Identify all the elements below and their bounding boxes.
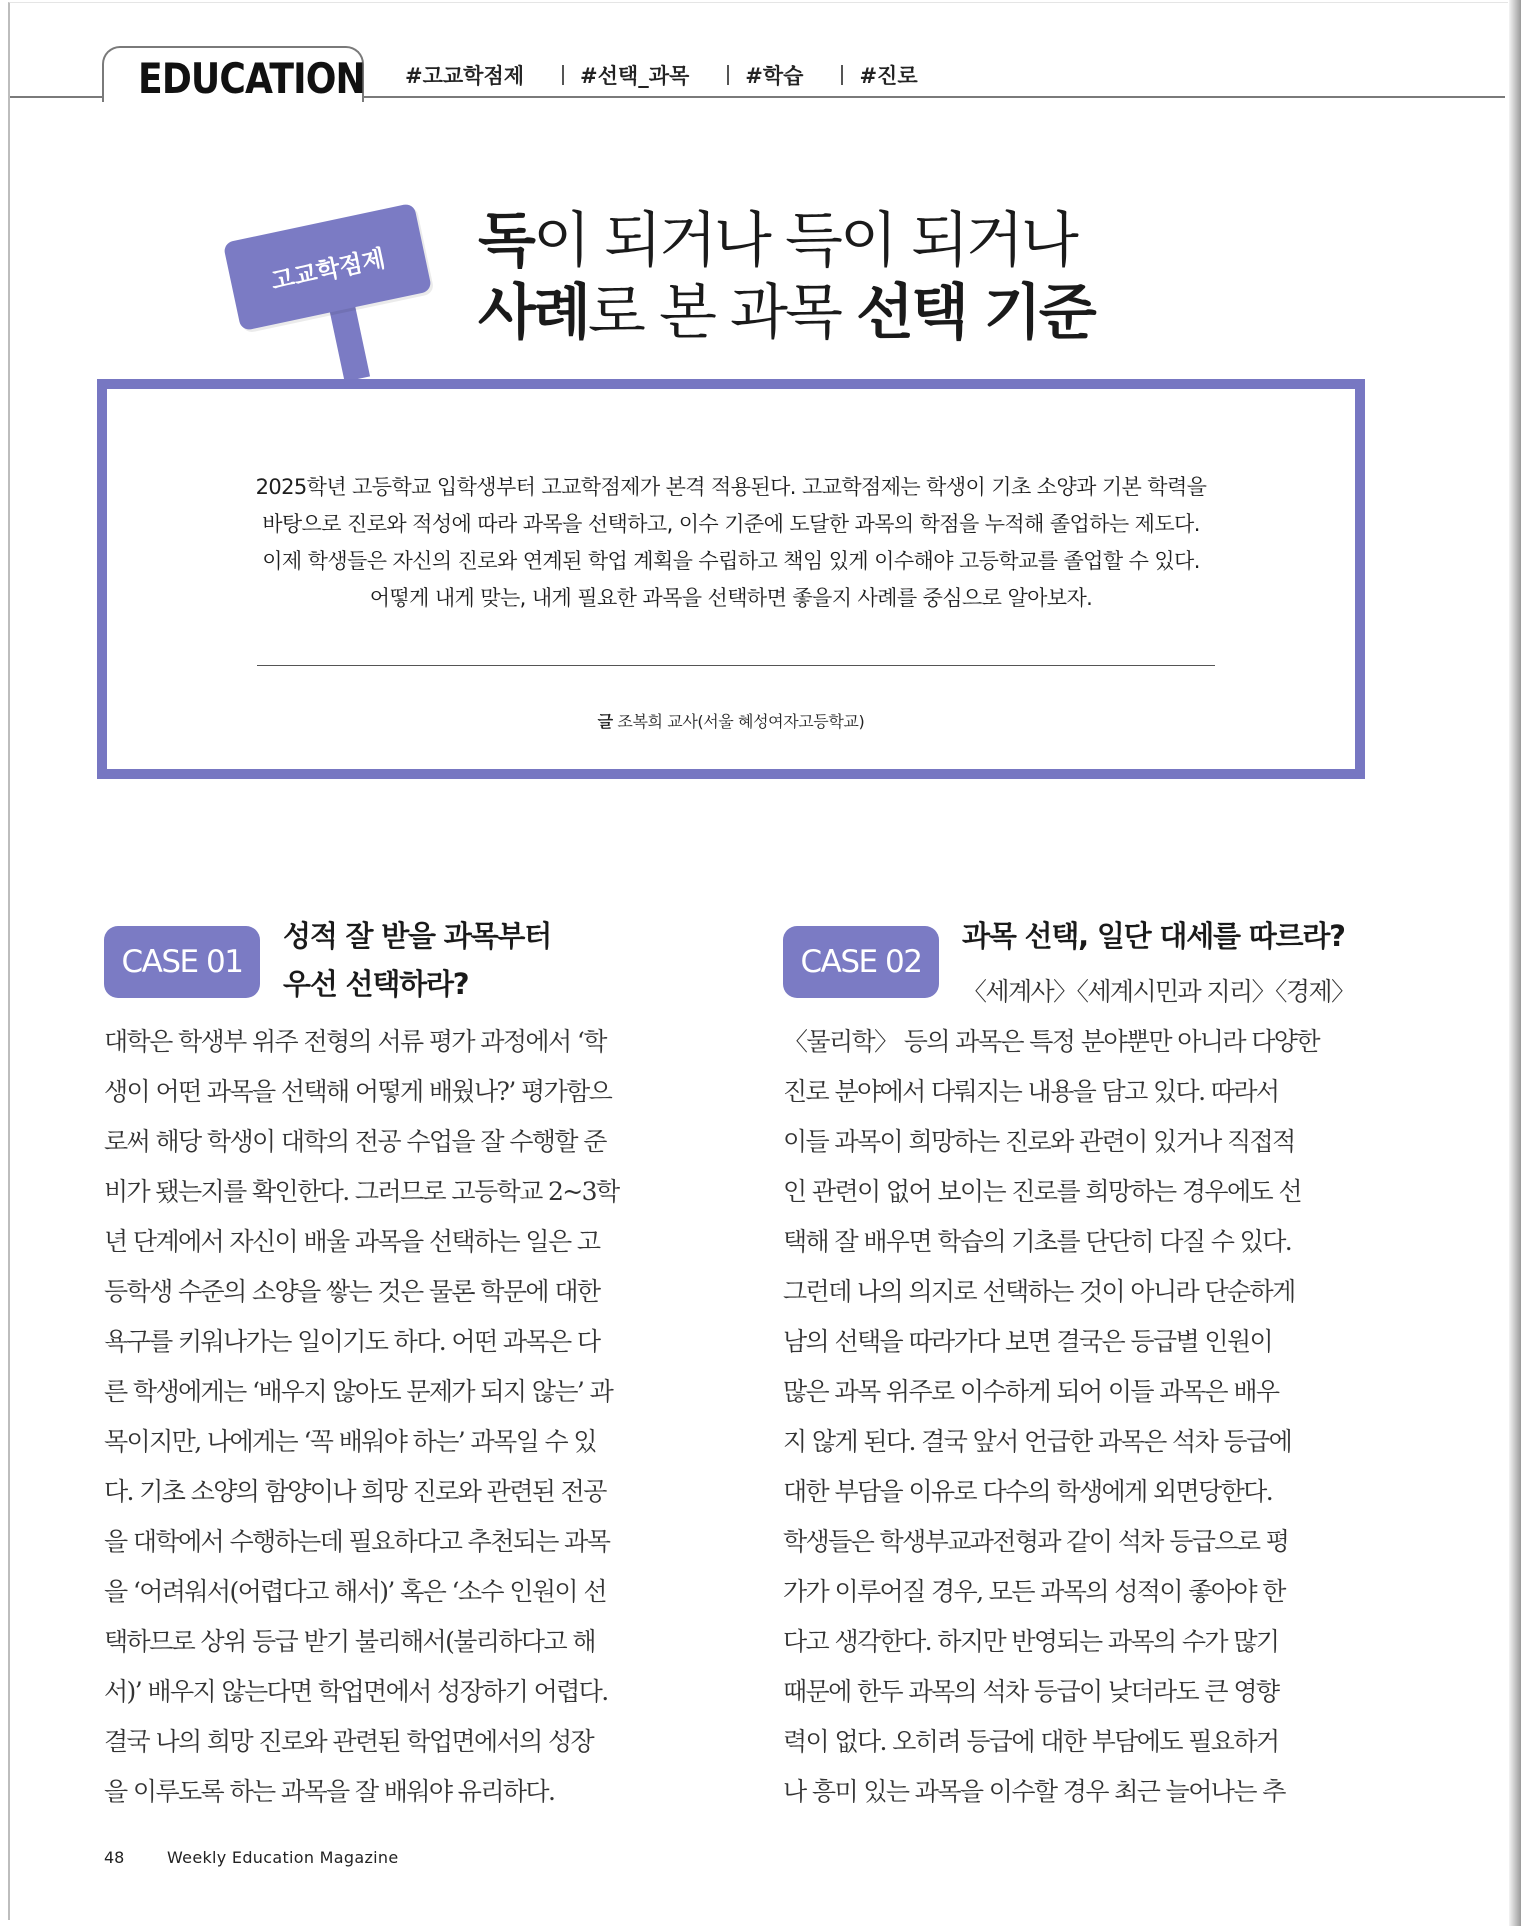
case-02-line: 진로 분야에서 다뤄지는 내용을 담고 있다. 따라서 (783, 1077, 1279, 1106)
intro-line: 어떻게 내게 맞는, 내게 필요한 과목을 선택하면 좋을지 사례를 중심으로 알아보자. (369, 586, 1093, 610)
case-01-line: 로써 해당 학생이 대학의 전공 수업을 잘 수행할 준 (104, 1127, 606, 1156)
case-02-line: 〈세계사〉〈세계시민과 지리〉〈경제〉 (962, 977, 1355, 1006)
tag-career: #진로 (859, 64, 918, 88)
section-title: EDUCATION (138, 54, 365, 103)
tag-credit-system: #고교학점제 (405, 64, 525, 88)
case-02-heading: 과목 선택, 일단 대세를 따르라? (962, 919, 1345, 953)
intro-line: 이제 학생들은 자신의 진로와 연계된 학업 계획을 수립하고 책임 있게 이수해야 고등학교를 졸업할 수 있다. (262, 549, 1200, 573)
intro-line: 2025학년 고등학교 입학생부터 고교학점제가 본격 적용된다. 고교학점제는 학생이 기초 소양과 기본 학력을 (255, 475, 1207, 499)
intro-box (97, 379, 1365, 779)
case-02-line: 나 흥미 있는 과목을 이수할 경우 최근 늘어나는 추 (783, 1777, 1285, 1806)
case-02-line: 많은 과목 위주로 이수하게 되어 이들 과목은 배우 (783, 1377, 1279, 1406)
case-02-line: 학생들은 학생부교과전형과 같이 석차 등급으로 평 (783, 1527, 1289, 1556)
case-02-line: 이들 과목이 희망하는 진로와 관련이 있거나 직접적 (783, 1127, 1295, 1156)
case-02-line: 〈물리학〉 등의 과목은 특정 분야뿐만 아니라 다양한 (783, 1027, 1319, 1056)
tag-separator (841, 65, 843, 85)
title-line-1: 독이 되거나 득이 되거나 (478, 206, 1076, 276)
page-edge-shadow (1509, 0, 1521, 1926)
case-01-line: 비가 됐는지를 확인한다. 그러므로 고등학교 2~3학 (104, 1177, 619, 1206)
case-01-line: 등학생 수준의 소양을 쌓는 것은 물론 학문에 대한 (104, 1277, 600, 1306)
case-01-line: 을 이루도록 하는 과목을 잘 배워야 유리하다. (104, 1777, 555, 1806)
case-01-line: 다. 기초 소양의 함양이나 희망 진로와 관련된 전공 (104, 1477, 606, 1506)
tag-list (405, 60, 956, 90)
case-01-line: 대학은 학생부 위주 전형의 서류 평가 과정에서 ‘학 (104, 1027, 606, 1056)
intro-text (107, 469, 1355, 617)
case-02-line: 인 관련이 없어 보이는 진로를 희망하는 경우에도 선 (783, 1177, 1301, 1206)
case-01-line: 욕구를 키워나가는 일이기도 하다. 어떤 과목은 다 (104, 1327, 600, 1356)
page-number: 48 (104, 1848, 125, 1867)
case-02-line: 가가 이루어질 경우, 모든 과목의 성적이 좋아야 한 (783, 1577, 1285, 1606)
case-02-line: 그런데 나의 의지로 선택하는 것이 아니라 단순하게 (783, 1277, 1295, 1306)
case-02-line: 지 않게 된다. 결국 앞서 언급한 과목은 석차 등급에 (783, 1427, 1292, 1456)
article-title (478, 205, 1094, 349)
case-02-line: 남의 선택을 따라가다 보면 결국은 등급별 인원이 (783, 1327, 1273, 1356)
case-01-heading: 성적 잘 받을 과목부터 우선 선택하라? (283, 919, 552, 1001)
tag-separator (727, 65, 729, 85)
case-02-line: 력이 없다. 오히려 등급에 대한 부담에도 필요하거 (783, 1727, 1279, 1756)
intro-divider (257, 665, 1215, 666)
case-01-line: 생이 어떤 과목을 선택해 어떻게 배웠나?’ 평가함으 (104, 1077, 612, 1106)
case-01-line: 을 대학에서 수행하는데 필요하다고 추천되는 과목 (104, 1527, 610, 1556)
signpost-label: 고교학점제 (268, 243, 388, 296)
byline: 글 조복희 교사(서울 혜성여자고등학교) (597, 712, 865, 731)
case-01-line: 른 학생에게는 ‘배우지 않아도 문제가 되지 않는’ 과 (104, 1377, 613, 1406)
case-02-line: 택해 잘 배우면 학습의 기초를 단단히 다질 수 있다. (783, 1227, 1292, 1256)
magazine-name: Weekly Education Magazine (167, 1848, 399, 1867)
title-line-2: 사례로 본 과목 선택 기준 (478, 278, 1094, 348)
case-01-badge: CASE 01 (104, 926, 260, 998)
case-01-line: 택하므로 상위 등급 받기 불리해서(불리하다고 해 (104, 1627, 595, 1656)
case-01-line: 년 단계에서 자신이 배울 과목을 선택하는 일은 고 (104, 1227, 600, 1256)
tag-separator (562, 65, 564, 85)
case-02-line: 다고 생각한다. 하지만 반영되는 과목의 수가 많기 (783, 1627, 1279, 1656)
case-01-line: 목이지만, 나에게는 ‘꼭 배워야 하는’ 과목일 수 있 (104, 1427, 596, 1456)
case-01-line: 결국 나의 희망 진로와 관련된 학업면에서의 성장 (104, 1727, 594, 1756)
tag-learning: #학습 (745, 64, 804, 88)
case-01-line: 서)’ 배우지 않는다면 학업면에서 성장하기 어렵다. (104, 1677, 608, 1706)
case-02-line: 때문에 한두 과목의 석차 등급이 낮더라도 큰 영향 (783, 1677, 1279, 1706)
case-01-line: 을 ‘어려워서(어렵다고 해서)’ 혹은 ‘소수 인원이 선 (104, 1577, 606, 1606)
intro-line: 바탕으로 진로와 적성에 따라 과목을 선택하고, 이수 기준에 도달한 과목의 학점을 누적해 졸업하는 제도다. (262, 512, 1200, 536)
case-02-badge: CASE 02 (783, 926, 939, 998)
case-02-line: 대한 부담을 이유로 다수의 학생에게 외면당한다. (783, 1477, 1273, 1506)
tag-elective-subject: #선택_과목 (580, 64, 690, 88)
